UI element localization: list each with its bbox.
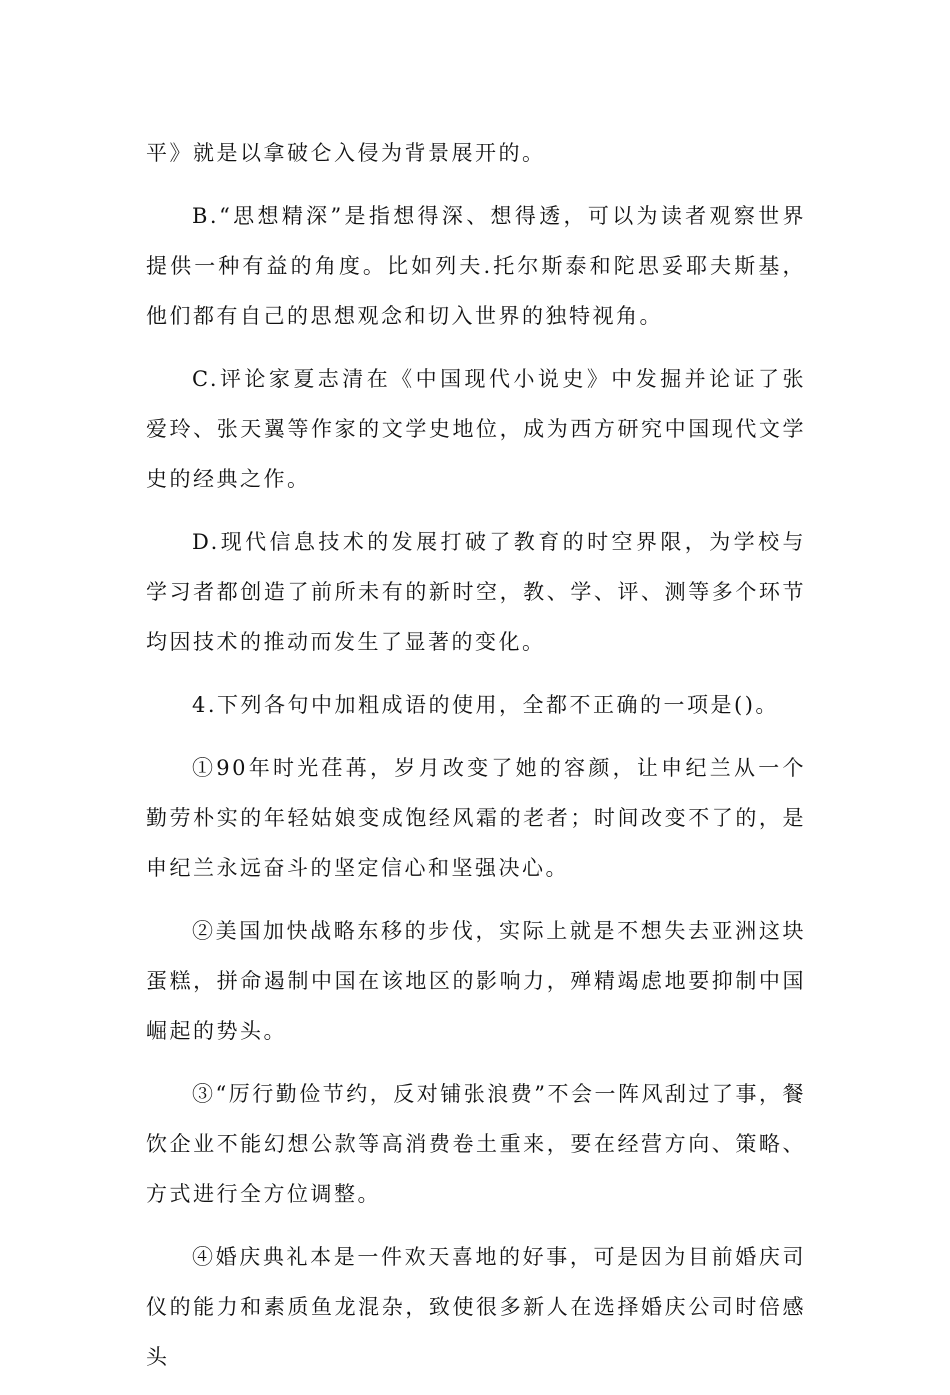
sentence-2-paragraph: ②美国加快战略东移的步伐，实际上就是不想失去亚洲这块蛋糕，拼命遏制中国在该地区的影响力，殚精竭虑地要抑制中国崛起的势头。 xyxy=(146,919,806,1043)
option-c-paragraph: C.评论家夏志清在《中国现代小说史》中发掘并论证了张爱玲、张天翼等作家的文学史地位，成为西方研究中国现代文学史的经典之作。 xyxy=(146,367,806,491)
question-4-stem: 4.下列各句中加粗成语的使用，全都不正确的一项是()。 xyxy=(192,693,779,717)
option-b-paragraph: B.“思想精深”是指想得深、想得透，可以为读者观察世界提供一种有益的角度。比如列夫.托尔斯泰和陀思妥耶夫斯基，他们都有自己的思想观念和切入世界的独特视角。 xyxy=(146,204,806,328)
sentence-3-paragraph: ③“厉行勤俭节约，反对铺张浪费”不会一阵风刮过了事，餐饮企业不能幻想公款等高消费卷土重来，要在经营方向、策略、方式进行全方位调整。 xyxy=(146,1082,806,1206)
sentence-4-paragraph: ④婚庆典礼本是一件欢天喜地的好事，可是因为目前婚庆司仪的能力和素质鱼龙混杂，致使很多新人在选择婚庆公司时倍感头 xyxy=(146,1245,806,1369)
paragraph-continuation: 平》就是以拿破仑入侵为背景展开的。 xyxy=(146,141,546,165)
option-d-paragraph: D.现代信息技术的发展打破了教育的时空界限，为学校与学习者都创造了前所未有的新时空，教、学、评、测等多个环节均因技术的推动而发生了显著的变化。 xyxy=(146,530,806,654)
sentence-1-paragraph: ①90年时光荏苒，岁月改变了她的容颜，让申纪兰从一个勤劳朴实的年轻姑娘变成饱经风霜的老者；时间改变不了的，是申纪兰永远奋斗的坚定信心和坚强决心。 xyxy=(146,756,806,880)
document-body xyxy=(146,128,806,1395)
